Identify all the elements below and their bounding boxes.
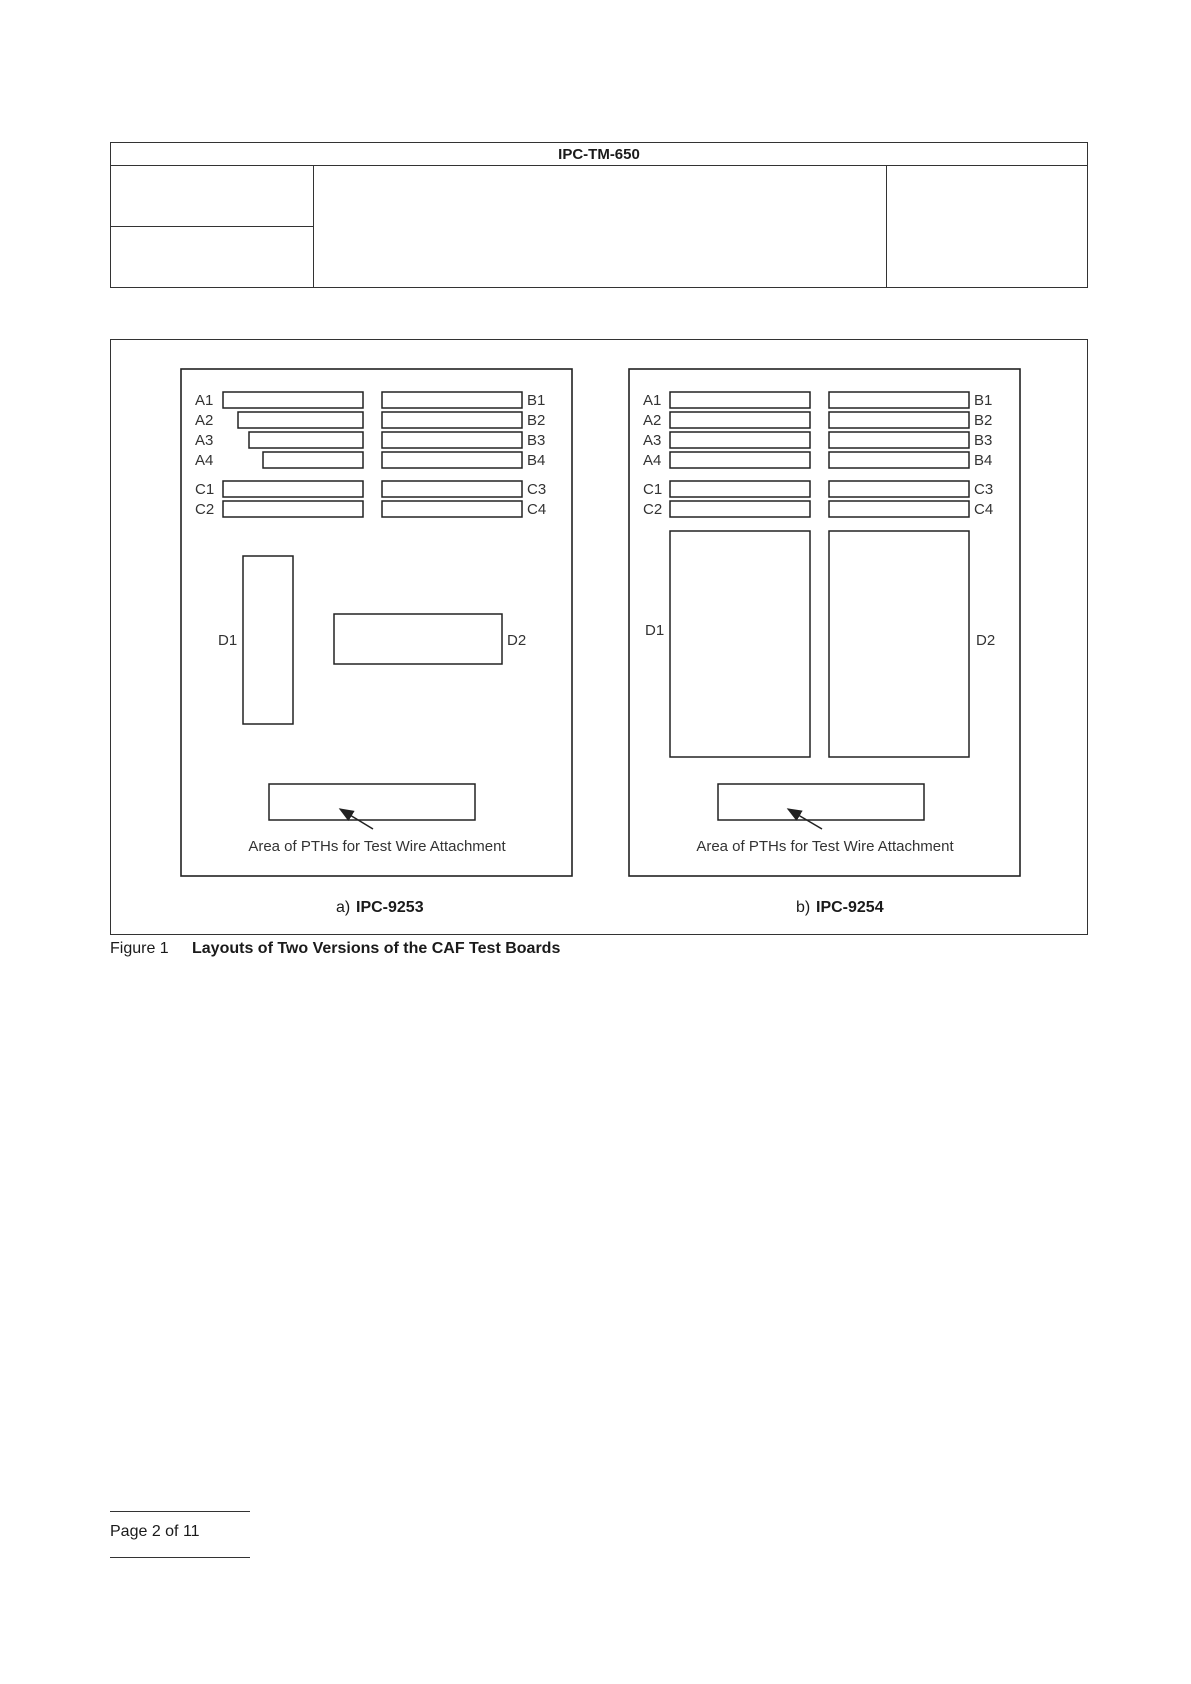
label-a2: A2 <box>643 412 662 429</box>
board-b-coupon-a3 <box>670 432 810 448</box>
board-b-pth-arrow <box>788 809 822 829</box>
board-b-coupon-a1 <box>670 392 810 408</box>
label-a3: A3 <box>643 432 662 449</box>
label-b1: B1 <box>527 392 546 409</box>
board-a-coupon-c4 <box>382 501 522 517</box>
label-b3: B3 <box>974 432 993 449</box>
board-b-caption-prefix: b) <box>796 899 811 916</box>
header-cell-left-top <box>111 166 314 227</box>
board-a-caption-prefix: a) <box>336 899 351 916</box>
figure-caption-number: Figure 1 <box>110 940 169 957</box>
board-b-coupon-c4 <box>829 501 969 517</box>
label-b4: B4 <box>527 452 546 469</box>
header-table <box>110 142 1088 288</box>
label-d2: D2 <box>976 632 996 649</box>
header-cell-right <box>887 166 1088 288</box>
label-a4: A4 <box>643 452 662 469</box>
board-a-coupon-b4 <box>382 452 522 468</box>
label-c3: C3 <box>527 481 547 498</box>
label-c2: C2 <box>195 501 215 518</box>
label-c4: C4 <box>527 501 547 518</box>
board-b-pth-area <box>718 784 924 820</box>
board-a-coupon-a2 <box>238 412 363 428</box>
board-b-pth-label: Area of PTHs for Test Wire Attachment <box>696 838 954 855</box>
board-a-pth-arrow <box>340 809 373 829</box>
header-cell-middle <box>314 166 887 288</box>
label-b4: B4 <box>974 452 993 469</box>
label-a1: A1 <box>643 392 662 409</box>
board-b-coupon-a2 <box>670 412 810 428</box>
label-b2: B2 <box>974 412 993 429</box>
label-b3: B3 <box>527 432 546 449</box>
board-a-coupon-b3 <box>382 432 522 448</box>
board-b-coupon-a4 <box>670 452 810 468</box>
label-c3: C3 <box>974 481 994 498</box>
label-b2: B2 <box>527 412 546 429</box>
board-a-coupon-a3 <box>249 432 363 448</box>
page-number: Page 2 of 11 <box>110 1523 200 1540</box>
label-a3: A3 <box>195 432 214 449</box>
label-d1: D1 <box>218 632 238 649</box>
board-a-coupon-b1 <box>382 392 522 408</box>
label-c1: C1 <box>643 481 663 498</box>
label-a1: A1 <box>195 392 214 409</box>
board-a-coupon-d1 <box>243 556 293 724</box>
board-b-coupon-b1 <box>829 392 969 408</box>
board-b-coupon-c1 <box>670 481 810 497</box>
figure-drawing <box>111 340 1087 934</box>
board-a-coupon-b2 <box>382 412 522 428</box>
board-b-caption-name: IPC-9254 <box>816 899 884 916</box>
footer-rule-bottom <box>110 1557 250 1558</box>
label-c1: C1 <box>195 481 215 498</box>
board-a-coupon-a1 <box>223 392 363 408</box>
label-a2: A2 <box>195 412 214 429</box>
board-a-outline <box>181 369 572 876</box>
label-c4: C4 <box>974 501 994 518</box>
header-cell-left-bottom <box>111 227 314 288</box>
label-c2: C2 <box>643 501 663 518</box>
label-a4: A4 <box>195 452 214 469</box>
figure-frame <box>110 339 1088 935</box>
board-b-coupon-d2 <box>829 531 969 757</box>
board-a <box>181 369 572 916</box>
board-b-coupon-d1 <box>670 531 810 757</box>
label-d1: D1 <box>645 622 665 639</box>
board-a-coupon-c1 <box>223 481 363 497</box>
label-b1: B1 <box>974 392 993 409</box>
board-b-coupon-b4 <box>829 452 969 468</box>
board-a-pth-label: Area of PTHs for Test Wire Attachment <box>248 838 506 855</box>
footer-rule-top <box>110 1511 250 1512</box>
board-a-coupon-c2 <box>223 501 363 517</box>
label-d2: D2 <box>507 632 527 649</box>
board-a-pth-area <box>269 784 475 820</box>
board-a-coupon-a4 <box>263 452 363 468</box>
board-b-outline <box>629 369 1020 876</box>
document-id-title: IPC-TM-650 <box>111 143 1087 166</box>
board-b <box>629 369 1020 916</box>
board-b-coupon-b2 <box>829 412 969 428</box>
figure-caption-text: Layouts of Two Versions of the CAF Test Boards <box>192 940 561 957</box>
board-a-caption-name: IPC-9253 <box>356 899 424 916</box>
board-a-coupon-c3 <box>382 481 522 497</box>
figure-caption <box>110 940 560 958</box>
board-a-coupon-d2 <box>334 614 502 664</box>
board-b-coupon-c2 <box>670 501 810 517</box>
board-b-coupon-c3 <box>829 481 969 497</box>
board-b-coupon-b3 <box>829 432 969 448</box>
